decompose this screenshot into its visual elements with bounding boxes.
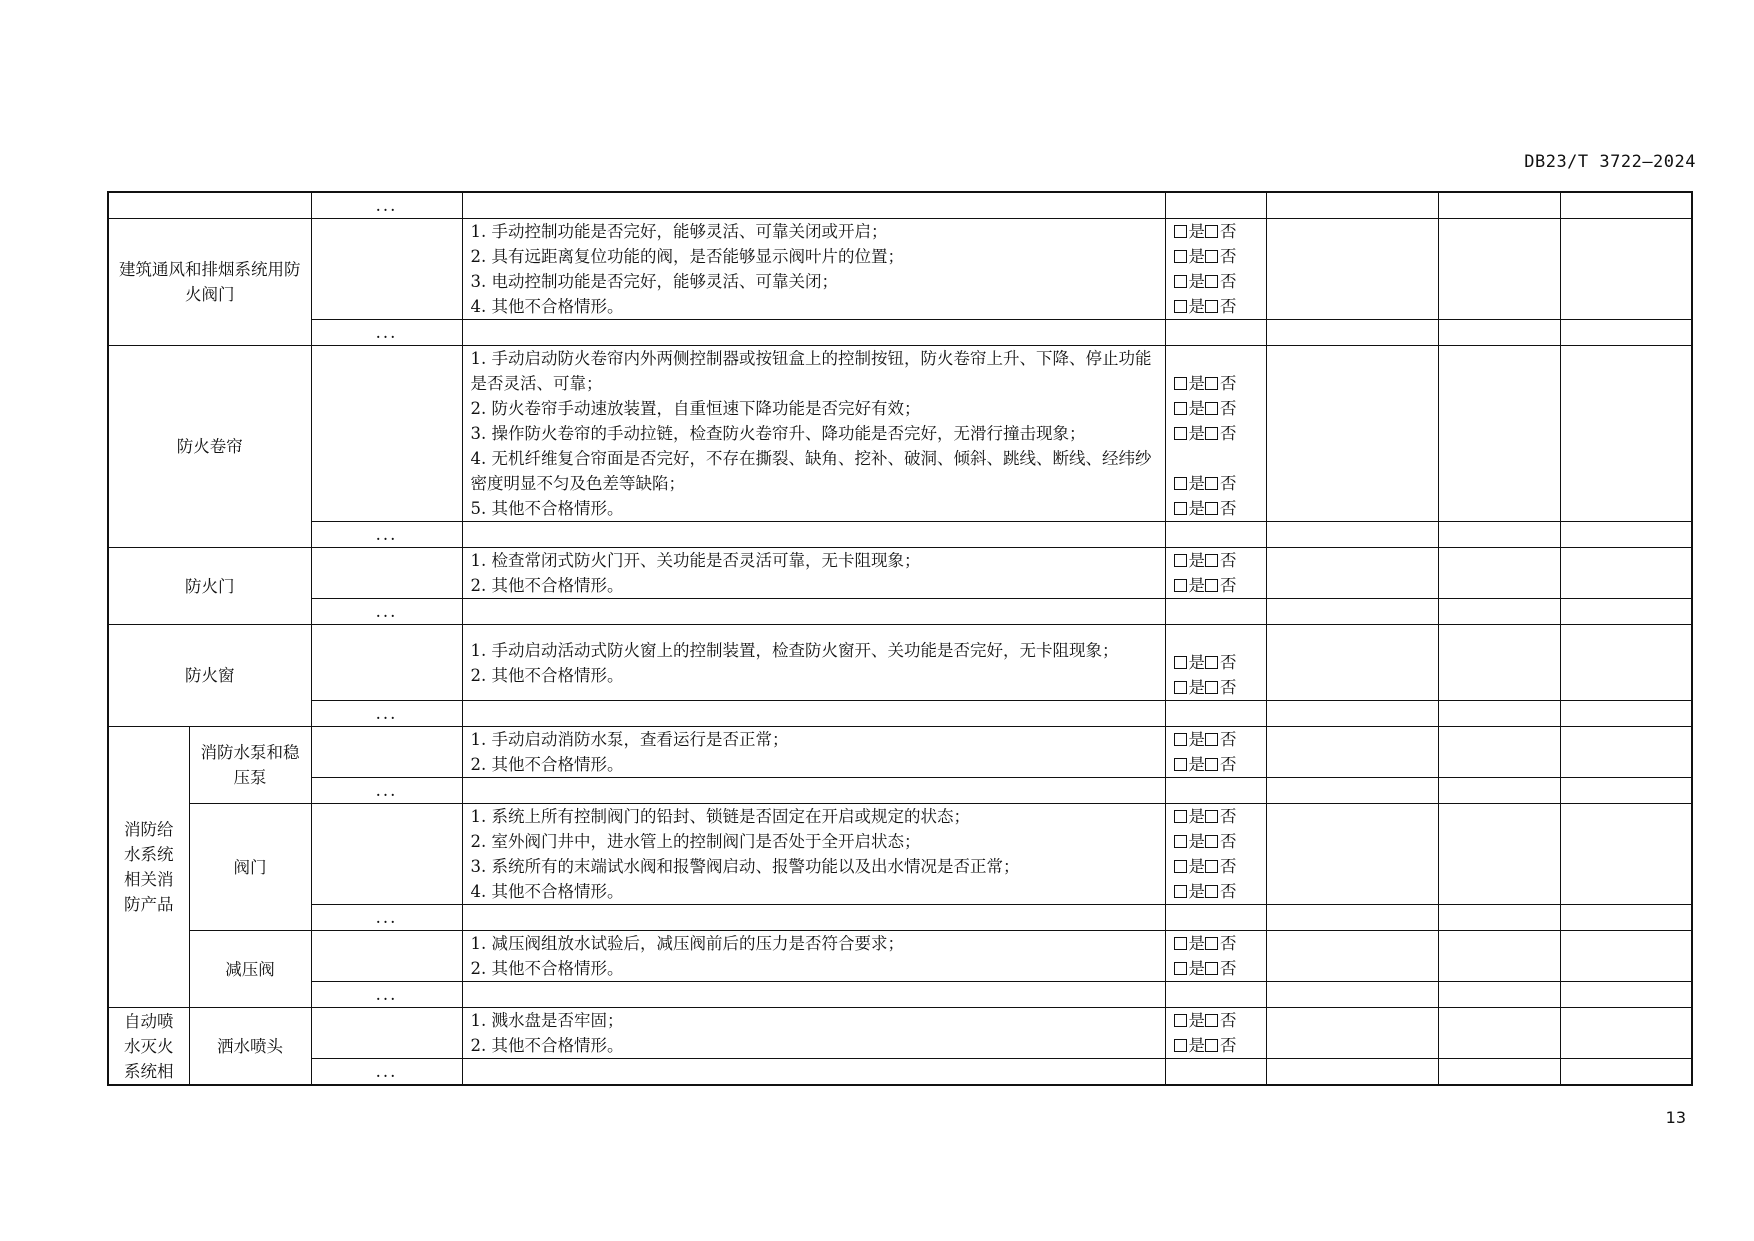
no-checkbox[interactable] [1205,962,1218,975]
table-row [108,346,1692,522]
ellipsis-cell: ... [311,1059,462,1086]
yes-no-choice [1174,931,1258,956]
criteria-cell [462,548,1165,599]
cell [1266,192,1438,219]
yes-label: 是 [1188,474,1205,493]
check-cell [1165,625,1266,701]
no-label: 否 [1220,1011,1237,1030]
cell [1438,548,1560,599]
inspection-table [107,191,1693,1086]
table-row [108,701,1692,727]
no-label: 否 [1220,1036,1237,1055]
yes-no-choice [1174,1033,1258,1058]
yes-no-choice [1174,371,1258,396]
no-checkbox[interactable] [1205,402,1218,415]
cell [1266,219,1438,320]
yes-checkbox[interactable] [1174,937,1187,950]
cell [1438,982,1560,1008]
cell [1266,982,1438,1008]
cell [1560,931,1692,982]
criterion-text: 2. 室外阀门井中，进水管上的控制阀门是否处于全开启状态； [470,832,921,851]
cell [1165,599,1266,625]
no-checkbox[interactable] [1205,225,1218,238]
yes-label: 是 [1188,1011,1205,1030]
no-checkbox[interactable] [1205,810,1218,823]
cell [1165,522,1266,548]
cell [1438,219,1560,320]
no-label: 否 [1220,474,1237,493]
cell [311,931,462,982]
cell [462,599,1165,625]
no-checkbox[interactable] [1205,1014,1218,1027]
yes-checkbox[interactable] [1174,250,1187,263]
no-checkbox[interactable] [1205,733,1218,746]
spacer [1174,625,1258,650]
check-cell [1165,548,1266,599]
yes-checkbox[interactable] [1174,758,1187,771]
yes-no-choice [1174,829,1258,854]
cell [1165,320,1266,346]
yes-no-choice [1174,294,1258,319]
criterion-text: 4. 其他不合格情形。 [470,297,624,316]
cell [1560,599,1692,625]
no-checkbox[interactable] [1205,250,1218,263]
no-label: 否 [1220,807,1237,826]
cell [1560,219,1692,320]
no-checkbox[interactable] [1205,681,1218,694]
cell [1165,192,1266,219]
cell [1560,1059,1692,1086]
item-cell: 防火窗 [108,625,311,727]
criterion-text: 1. 溅水盘是否牢固； [470,1011,624,1030]
cell [462,982,1165,1008]
cell [1560,320,1692,346]
criterion-text: 2. 具有远距离复位功能的阀，是否能够显示阀叶片的位置； [470,247,904,266]
yes-no-choice [1174,752,1258,777]
yes-no-choice [1174,879,1258,904]
cell [462,1059,1165,1086]
yes-checkbox[interactable] [1174,554,1187,567]
no-checkbox[interactable] [1205,275,1218,288]
yes-checkbox[interactable] [1174,579,1187,592]
yes-label: 是 [1188,857,1205,876]
no-label: 否 [1220,272,1237,291]
cell [462,320,1165,346]
no-label: 否 [1220,934,1237,953]
yes-label: 是 [1188,959,1205,978]
cell [1560,701,1692,727]
yes-label: 是 [1188,272,1205,291]
criterion-text: 1. 手动启动防火卷帘内外两侧控制器或按钮盒上的控制按钮，防火卷帘上升、下降、停止功能是否灵活、可靠； [470,349,1152,393]
no-label: 否 [1220,678,1237,697]
criteria-cell [462,219,1165,320]
ellipsis-cell: ... [311,599,462,625]
cell [1266,1059,1438,1086]
no-checkbox[interactable] [1205,1039,1218,1052]
yes-no-choice [1174,496,1258,521]
table-row [108,320,1692,346]
item-cell: 洒水喷头 [189,1008,311,1086]
yes-checkbox[interactable] [1174,275,1187,288]
table-row [108,931,1692,982]
yes-checkbox[interactable] [1174,1039,1187,1052]
no-label: 否 [1220,399,1237,418]
no-label: 否 [1220,374,1237,393]
no-checkbox[interactable] [1205,860,1218,873]
yes-checkbox[interactable] [1174,300,1187,313]
cell [1165,701,1266,727]
cell [311,804,462,905]
cell [462,192,1165,219]
criterion-text: 2. 防火卷帘手动速放装置，自重恒速下降功能是否完好有效； [470,399,921,418]
no-label: 否 [1220,882,1237,901]
criterion-text: 2. 其他不合格情形。 [470,665,624,685]
cell [108,192,311,219]
cell [1266,1008,1438,1059]
table-row [108,522,1692,548]
table-row [108,599,1692,625]
criteria-cell [462,346,1165,522]
no-checkbox[interactable] [1205,579,1218,592]
cell [1560,778,1692,804]
item-cell: 防火门 [108,548,311,625]
ellipsis-cell: ... [311,778,462,804]
yes-checkbox[interactable] [1174,225,1187,238]
yes-no-choice [1174,727,1258,752]
no-checkbox[interactable] [1205,427,1218,440]
no-checkbox[interactable] [1205,937,1218,950]
no-checkbox[interactable] [1205,300,1218,313]
cell [462,522,1165,548]
cell [1438,727,1560,778]
item-cell: 防火卷帘 [108,346,311,548]
cell [1438,1059,1560,1086]
table-row [108,548,1692,599]
criterion-text: 1. 手动启动消防水泵，查看运行是否正常； [470,730,789,749]
yes-checkbox[interactable] [1174,810,1187,823]
no-label: 否 [1220,297,1237,316]
yes-no-choice [1174,956,1258,981]
yes-checkbox[interactable] [1174,962,1187,975]
yes-no-choice [1174,573,1258,598]
check-cell [1165,727,1266,778]
yes-label: 是 [1188,499,1205,518]
no-label: 否 [1220,499,1237,518]
yes-no-choice [1174,269,1258,294]
table-row [108,778,1692,804]
yes-label: 是 [1188,807,1205,826]
no-checkbox[interactable] [1205,656,1218,669]
cell [462,701,1165,727]
cell [1266,320,1438,346]
spacer [1174,346,1258,371]
cell [311,346,462,522]
table-body [108,192,1692,1085]
no-label: 否 [1220,959,1237,978]
check-cell [1165,931,1266,982]
category-cell: 自动喷水灭火系统相 [108,1008,189,1086]
cell [1266,346,1438,522]
cell [1560,192,1692,219]
yes-label: 是 [1188,730,1205,749]
cell [1438,522,1560,548]
check-cell [1165,219,1266,320]
no-checkbox[interactable] [1205,758,1218,771]
table-row [108,727,1692,778]
yes-label: 是 [1188,934,1205,953]
item-cell: 阀门 [189,804,311,931]
cell [1266,778,1438,804]
yes-no-choice [1174,219,1258,244]
cell [1438,599,1560,625]
yes-checkbox[interactable] [1174,502,1187,515]
cell [1560,905,1692,931]
table-row [108,625,1692,701]
criterion-text: 1. 系统上所有控制阀门的铅封、锁链是否固定在开启或规定的状态； [470,807,970,826]
criterion-text: 2. 其他不合格情形。 [470,959,624,978]
table-row [108,192,1692,219]
criteria-cell [462,727,1165,778]
cell [1438,905,1560,931]
check-cell [1165,804,1266,905]
yes-checkbox[interactable] [1174,733,1187,746]
cell [1560,522,1692,548]
check-cell [1165,346,1266,522]
cell [1165,905,1266,931]
no-checkbox[interactable] [1205,554,1218,567]
criterion-text: 3. 电动控制功能是否完好，能够灵活、可靠关闭； [470,272,838,291]
table-row [108,804,1692,905]
yes-label: 是 [1188,551,1205,570]
category-cell: 消防给水系统相关消防产品 [108,727,189,1008]
no-checkbox[interactable] [1205,885,1218,898]
yes-checkbox[interactable] [1174,1014,1187,1027]
yes-label: 是 [1188,247,1205,266]
criterion-text: 2. 其他不合格情形。 [470,1036,624,1055]
criterion-text: 3. 操作防火卷帘的手动拉链，检查防火卷帘升、降功能是否完好，无滑行撞击现象； [470,424,1086,443]
no-label: 否 [1220,222,1237,241]
table-row [108,1008,1692,1059]
criterion-text: 3. 系统所有的末端试水阀和报警阀启动、报警功能以及出水情况是否正常； [470,857,1020,876]
criteria-cell [462,931,1165,982]
yes-checkbox[interactable] [1174,835,1187,848]
yes-checkbox[interactable] [1174,427,1187,440]
cell [1266,599,1438,625]
yes-label: 是 [1188,222,1205,241]
cell [1438,320,1560,346]
standard-code: DB23/T 3722—2024 [1524,152,1696,172]
cell [1438,1008,1560,1059]
yes-no-choice [1174,675,1258,700]
yes-label: 是 [1188,755,1205,774]
cell [311,625,462,701]
yes-checkbox[interactable] [1174,681,1187,694]
ellipsis-cell: ... [311,982,462,1008]
check-cell [1165,1008,1266,1059]
cell [1438,192,1560,219]
cell [462,905,1165,931]
cell [1266,701,1438,727]
cell [1438,701,1560,727]
yes-label: 是 [1188,374,1205,393]
ellipsis-cell: ... [311,192,462,219]
no-label: 否 [1220,832,1237,851]
criterion-text: 1. 减压阀组放水试验后，减压阀前后的压力是否符合要求； [470,934,904,953]
yes-label: 是 [1188,399,1205,418]
criteria-cell [462,1008,1165,1059]
yes-no-choice [1174,396,1258,421]
cell [1560,727,1692,778]
cell [1266,727,1438,778]
table-row [108,219,1692,320]
cell [1266,931,1438,982]
yes-no-choice [1174,471,1258,496]
spacer [1174,446,1258,471]
yes-no-choice [1174,421,1258,446]
cell [311,548,462,599]
cell [1560,625,1692,701]
no-label: 否 [1220,857,1237,876]
yes-no-choice [1174,244,1258,269]
cell [1560,982,1692,1008]
criterion-text: 1. 手动启动活动式防火窗上的控制装置，检查防火窗开、关功能是否完好，无卡阻现象； [470,640,1119,660]
no-checkbox[interactable] [1205,477,1218,490]
yes-checkbox[interactable] [1174,860,1187,873]
cell [462,778,1165,804]
page-number: 13 [1665,1108,1686,1127]
cell [1438,931,1560,982]
item-cell: 建筑通风和排烟系统用防火阀门 [108,219,311,346]
cell [1266,804,1438,905]
yes-no-choice [1174,548,1258,573]
cell [311,1008,462,1059]
cell [1560,346,1692,522]
no-label: 否 [1220,424,1237,443]
cell [1165,1059,1266,1086]
no-checkbox[interactable] [1205,377,1218,390]
criterion-text: 1. 检查常闭式防火门开、关功能是否灵活可靠，无卡阻现象； [470,551,921,570]
cell [1560,804,1692,905]
criterion-text: 1. 手动控制功能是否完好，能够灵活、可靠关闭或开启； [470,222,888,241]
yes-checkbox[interactable] [1174,477,1187,490]
yes-no-choice [1174,650,1258,675]
cell [1165,778,1266,804]
criterion-text: 5. 其他不合格情形。 [470,499,624,518]
cell [311,727,462,778]
yes-label: 是 [1188,1036,1205,1055]
cell [1266,522,1438,548]
cell [311,219,462,320]
yes-label: 是 [1188,678,1205,697]
table-row [108,905,1692,931]
cell [1266,548,1438,599]
yes-label: 是 [1188,297,1205,316]
yes-checkbox[interactable] [1174,377,1187,390]
no-label: 否 [1220,551,1237,570]
ellipsis-cell: ... [311,905,462,931]
criteria-cell [462,804,1165,905]
cell [1438,625,1560,701]
table-row [108,1059,1692,1086]
ellipsis-cell: ... [311,701,462,727]
no-label: 否 [1220,653,1237,672]
yes-checkbox[interactable] [1174,885,1187,898]
yes-checkbox[interactable] [1174,656,1187,669]
no-label: 否 [1220,755,1237,774]
item-cell: 消防水泵和稳压泵 [189,727,311,804]
cell [1165,982,1266,1008]
yes-checkbox[interactable] [1174,402,1187,415]
yes-label: 是 [1188,653,1205,672]
yes-no-choice [1174,804,1258,829]
no-label: 否 [1220,247,1237,266]
cell [1560,548,1692,599]
no-label: 否 [1220,730,1237,749]
table-row [108,982,1692,1008]
cell [1438,778,1560,804]
criterion-text: 2. 其他不合格情形。 [470,755,624,774]
yes-label: 是 [1188,882,1205,901]
yes-no-choice [1174,854,1258,879]
no-label: 否 [1220,576,1237,595]
no-checkbox[interactable] [1205,835,1218,848]
no-checkbox[interactable] [1205,502,1218,515]
criterion-text: 4. 无机纤维复合帘面是否完好，不存在撕裂、缺角、挖补、破洞、倾斜、跳线、断线、经纬纱密度明显不匀及色差等缺陷； [470,449,1152,493]
yes-label: 是 [1188,576,1205,595]
cell [1266,625,1438,701]
criteria-cell [462,625,1165,701]
yes-label: 是 [1188,424,1205,443]
yes-no-choice [1174,1008,1258,1033]
item-cell: 减压阀 [189,931,311,1008]
cell [1266,905,1438,931]
yes-label: 是 [1188,832,1205,851]
cell [1438,804,1560,905]
cell [1560,1008,1692,1059]
ellipsis-cell: ... [311,522,462,548]
cell [1438,346,1560,522]
ellipsis-cell: ... [311,320,462,346]
criterion-text: 2. 其他不合格情形。 [470,576,624,595]
criterion-text: 4. 其他不合格情形。 [470,882,624,901]
